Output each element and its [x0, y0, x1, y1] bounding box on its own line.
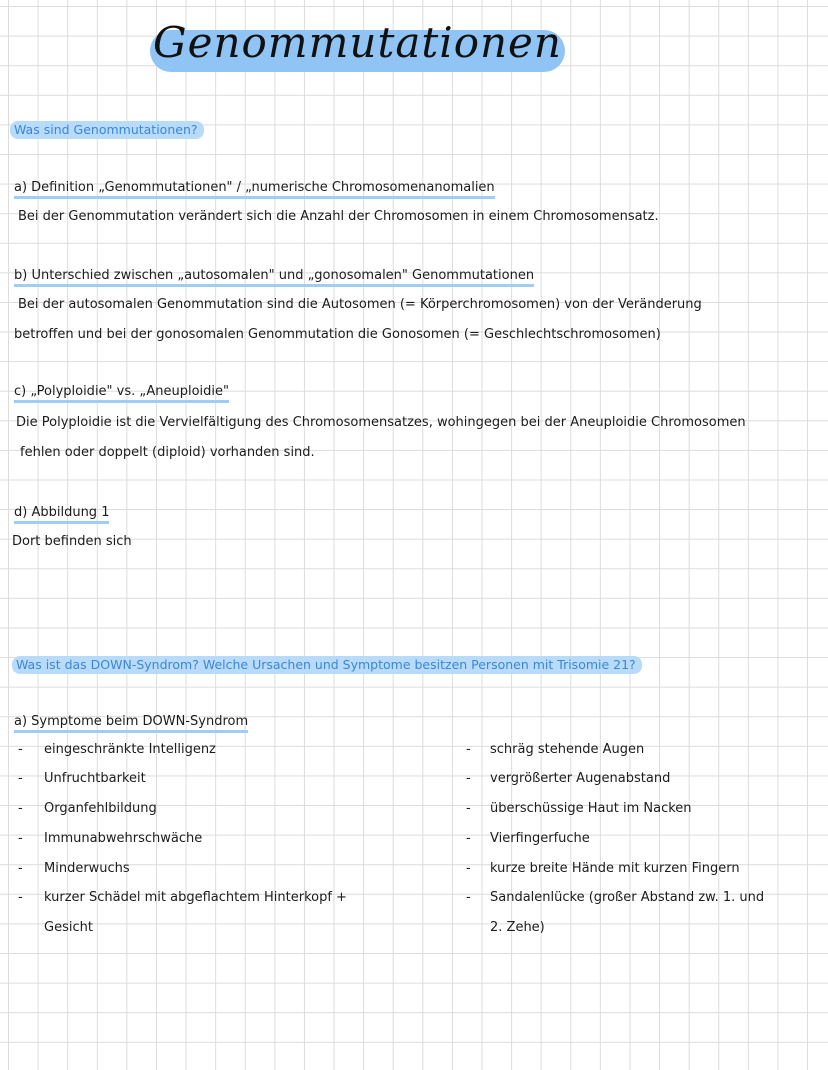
s1-b-heading: b) Unterschied zwischen „autosomalen" und „gonosomalen" Genommutationen: [14, 268, 534, 287]
right-bullet-1: -: [466, 742, 471, 757]
left-bullet-4: -: [18, 831, 23, 846]
left-item-3: Organfehlbildung: [44, 801, 157, 816]
s1-a-text: Bei der Genommutation verändert sich die Anzahl der Chromosomen in einem Chromosomensatz.: [18, 209, 659, 224]
right-bullet-4: -: [466, 831, 471, 846]
s1-c-heading-wrap: [14, 384, 229, 399]
s1-a-heading: a) Definition „Genommutationen" / „numerische Chromosomenanomalien: [14, 180, 495, 199]
right-bullet-5: -: [466, 861, 471, 876]
s2-a-heading-wrap: [14, 714, 248, 729]
s1-d-heading: d) Abbildung 1: [14, 505, 109, 524]
s1-b-line1: Bei der autosomalen Genommutation sind die Autosomen (= Körperchromosomen) von der Veränderung: [18, 297, 702, 312]
section2-question-wrap: [12, 654, 642, 673]
right-item-6-cont: 2. Zehe): [490, 920, 545, 935]
left-item-4: Immunabwehrschwäche: [44, 831, 203, 846]
s1-c-line1: Die Polyploidie ist die Vervielfältigung des Chromosomensatzes, wohingegen bei der Aneuploidie Chromosomen: [16, 415, 746, 430]
s1-b-heading-wrap: [14, 268, 534, 283]
left-bullet-5: -: [18, 861, 23, 876]
page-title: Genommutationen: [153, 18, 562, 67]
left-bullet-3: -: [18, 801, 23, 816]
right-item-4: Vierfingerfuche: [490, 831, 590, 846]
left-bullet-6: -: [18, 890, 23, 905]
left-bullet-2: -: [18, 771, 23, 786]
left-item-5: Minderwuchs: [44, 861, 130, 876]
right-item-3: überschüssige Haut im Nacken: [490, 801, 692, 816]
right-bullet-2: -: [466, 771, 471, 786]
s2-a-heading: a) Symptome beim DOWN-Syndrom: [14, 714, 248, 733]
s1-c-heading: c) „Polyploidie" vs. „Aneuploidie": [14, 384, 229, 403]
s1-a-heading-wrap: [14, 180, 495, 195]
s1-b-line2: betroffen und bei der gonosomalen Genommutation die Gonosomen (= Geschlechtschromosomen): [14, 327, 661, 342]
s1-d-heading-wrap: [14, 505, 109, 520]
right-item-6: Sandalenlücke (großer Abstand zw. 1. und: [490, 890, 765, 905]
left-item-6: kurzer Schädel mit abgeflachtem Hinterkopf +: [44, 890, 347, 905]
right-bullet-3: -: [466, 801, 471, 816]
section2-question: Was ist das DOWN-Syndrom? Welche Ursachen und Symptome besitzen Personen mit Trisomie 21?: [12, 656, 642, 674]
right-item-2: vergrößerter Augenabstand: [490, 771, 671, 786]
s1-c-line2: fehlen oder doppelt (diploid) vorhanden sind.: [20, 445, 315, 460]
section1-question-wrap: [10, 119, 204, 138]
left-item-6-cont: Gesicht: [44, 920, 93, 935]
left-bullet-1: -: [18, 742, 23, 757]
right-item-5: kurze breite Hände mit kurzen Fingern: [490, 861, 740, 876]
left-item-2: Unfruchtbarkeit: [44, 771, 146, 786]
right-bullet-6: -: [466, 890, 471, 905]
left-item-1: eingeschränkte Intelligenz: [44, 742, 216, 757]
section1-question: Was sind Genommutationen?: [10, 121, 204, 139]
s1-d-text: Dort befinden sich: [12, 534, 132, 549]
right-item-1: schräg stehende Augen: [490, 742, 645, 757]
